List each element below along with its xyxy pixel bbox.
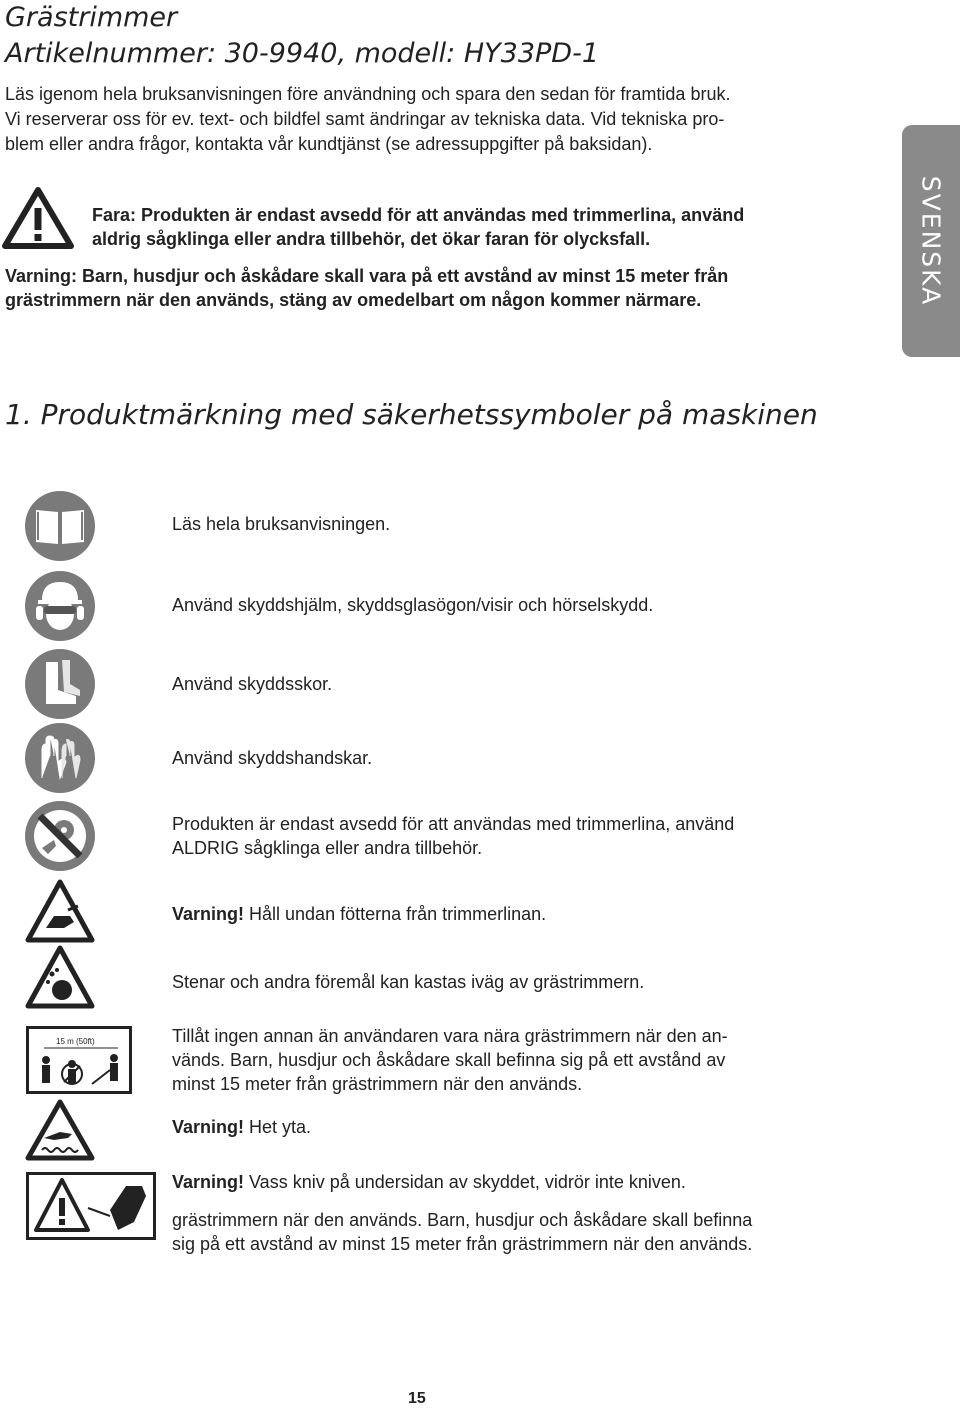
helmet-goggles-earmuffs-icon xyxy=(24,570,96,642)
warning-label: Varning! xyxy=(172,1172,245,1192)
manual-book-icon xyxy=(24,490,96,562)
intro-line: Vi reserverar oss för ev. text- och bildfel samt ändringar av tekniska data. Vid tekniska pro- xyxy=(5,109,725,129)
warning-text: Håll undan fötterna från trimmerlinan. xyxy=(244,904,547,924)
distance-15m-icon xyxy=(26,1026,132,1094)
caution-line: Varning: Barn, husdjur och åskådare skall vara på ett avstånd av minst 15 meter från xyxy=(5,266,729,286)
symbol-description xyxy=(172,512,872,536)
symbol-description-line: ALDRIG sågklinga eller andra tillbehör. xyxy=(172,838,483,858)
danger-line: aldrig sågklinga eller andra tillbehör, det ökar faran för olycksfall. xyxy=(92,229,651,249)
symbol-description xyxy=(172,970,872,994)
symbol-description-line: Läs hela bruksanvisningen. xyxy=(172,514,391,534)
danger-triangle-icon xyxy=(2,186,74,250)
symbol-description-line xyxy=(172,1170,872,1194)
page-number: 15 xyxy=(408,1390,426,1407)
symbol-description-line: Använd skyddsskor. xyxy=(172,674,333,694)
symbol-description xyxy=(172,593,872,617)
symbol-description-line: Produkten är endast avsedd för att användas med trimmerlina, använd xyxy=(172,814,735,834)
symbol-description xyxy=(172,902,872,926)
warning-text: Vass kniv på undersidan av skyddet, vidrör inte kniven. xyxy=(244,1172,686,1192)
symbol-description-line xyxy=(172,1115,872,1139)
intro-line: blem eller andra frågor, kontakta vår kundtjänst (se adressuppgifter på baksidan). xyxy=(5,134,653,154)
symbol-description-line: minst 15 meter från grästrimmern när den används. xyxy=(172,1074,583,1094)
distance-label: 15 m (50ft) xyxy=(56,1037,95,1046)
symbol-description-line: vänds. Barn, husdjur och åskådare skall befinna sig på ett avstånd av xyxy=(172,1050,726,1070)
language-tab-label: SVENSKA xyxy=(916,175,946,307)
symbol-description xyxy=(172,672,872,696)
symbol-description xyxy=(172,746,872,770)
document-title: Grästrimmer xyxy=(5,2,178,33)
feet-warning-icon xyxy=(24,878,96,946)
warning-label: Varning! xyxy=(172,1117,245,1137)
hot-surface-icon xyxy=(24,1098,96,1162)
symbol-description-line: Tillåt ingen annan än användaren vara nära grästrimmern när den an- xyxy=(172,1026,728,1046)
symbol-description-line: Stenar och andra föremål kan kastas iväg av grästrimmern. xyxy=(172,972,645,992)
no-saw-blade-icon xyxy=(24,800,96,872)
caution-warning-text xyxy=(5,264,728,312)
warning-label: Varning! xyxy=(172,904,245,924)
intro-line: Läs igenom hela bruksanvisningen före användning och spara den sedan för framtida bruk. xyxy=(5,84,731,104)
symbol-description xyxy=(172,1170,872,1256)
symbol-description-line: grästrimmern när den används. Barn, husdjur och åskådare skall befinna xyxy=(172,1210,753,1230)
document-subtitle: Artikelnummer: 30-9940, modell: HY33PD-1 xyxy=(5,38,599,69)
symbol-description-line: Använd skyddshjälm, skyddsglasögon/visir och hörselskydd. xyxy=(172,595,654,615)
safety-gloves-icon xyxy=(24,722,96,794)
caution-line: grästrimmern när den används, stäng av omedelbart om någon kommer närmare. xyxy=(5,290,702,310)
symbol-description xyxy=(172,1115,872,1139)
intro-paragraph xyxy=(5,82,845,157)
danger-warning-text xyxy=(92,203,744,251)
language-tab xyxy=(902,125,960,357)
symbol-description xyxy=(172,1024,872,1096)
thrown-objects-icon xyxy=(24,944,96,1012)
warning-text: Het yta. xyxy=(244,1117,312,1137)
symbol-description xyxy=(172,812,872,860)
symbol-description-line xyxy=(172,902,872,926)
safety-boots-icon xyxy=(24,648,96,720)
danger-line: Fara: Produkten är endast avsedd för att användas med trimmerlina, använd xyxy=(92,205,745,225)
section-heading: 1. Produktmärkning med säkerhetssymboler på maskinen xyxy=(5,398,818,431)
symbol-description-line: Använd skyddshandskar. xyxy=(172,748,373,768)
sharp-blade-icon xyxy=(26,1172,156,1240)
symbol-description-line: sig på ett avstånd av minst 15 meter från grästrimmern när den används. xyxy=(172,1234,753,1254)
